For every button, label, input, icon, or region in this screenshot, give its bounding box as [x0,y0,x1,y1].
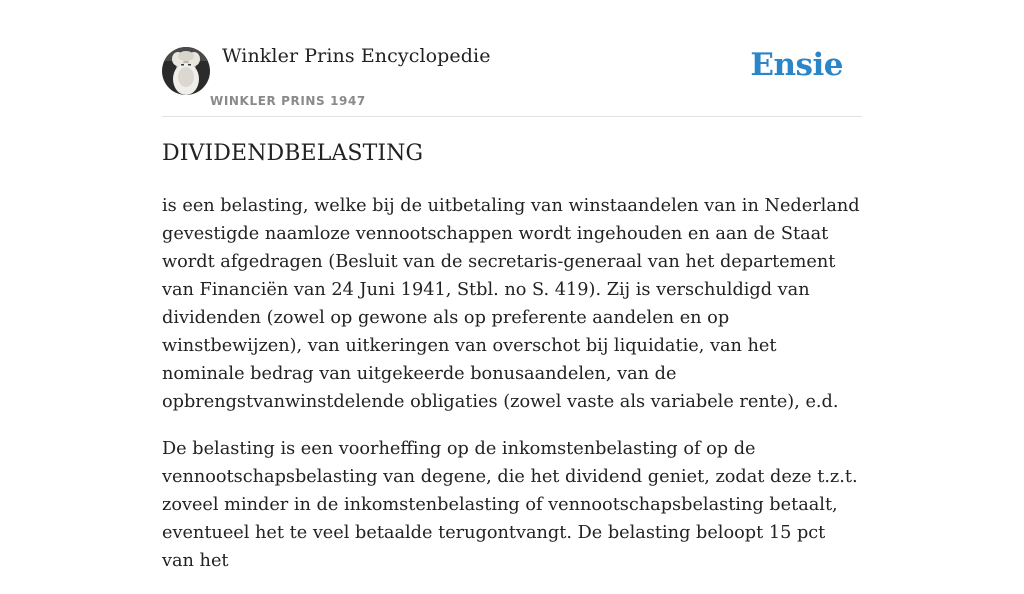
site-header [162,0,862,117]
portrait-image [162,47,210,95]
ensie-logo-link[interactable]: Ensie [750,47,843,83]
body-paragraph: is een belasting, welke bij de uitbetaling van winstaandelen van in Nederland gevestigde naamloze vennootschappen wordt ingehouden en aan de Staat wordt afgedragen (Besluit van de secretaris-generaal van het departement van Financiën van 24 Juni 1941, Stbl. no S. 419). Zij is verschuldigd van dividenden (zowel op gewone als op preferente aandelen en op winstbewijzen), van uitkeringen van overschot bij liquidatie, van het nominale bedrag van uitgekeerde bonusaandelen, van de opbrengstvanwinstdelende obligaties (zowel vaste als variabele rente), e.d. [162,196,860,412]
body-paragraph: De belasting is een voorheffing op de inkomstenbelasting of op de vennootschapsbelasting van degene, die het dividend geniet, zodat deze t.z.t. zoveel minder in de inkomstenbelasting of vennootschapsbelasting betaalt, eventueel het te veel betaalde terugontvangt. De belasting beloopt 15 pct van het [162,439,858,571]
site-subtitle[interactable]: WINKLER PRINS 1947 [210,94,366,108]
page-container [162,0,862,571]
entry-title: DIVIDENDBELASTING [162,141,424,166]
author-avatar[interactable] [162,47,210,95]
site-title[interactable]: Winkler Prins Encyclopedie [222,45,491,67]
entry-body [162,192,862,594]
